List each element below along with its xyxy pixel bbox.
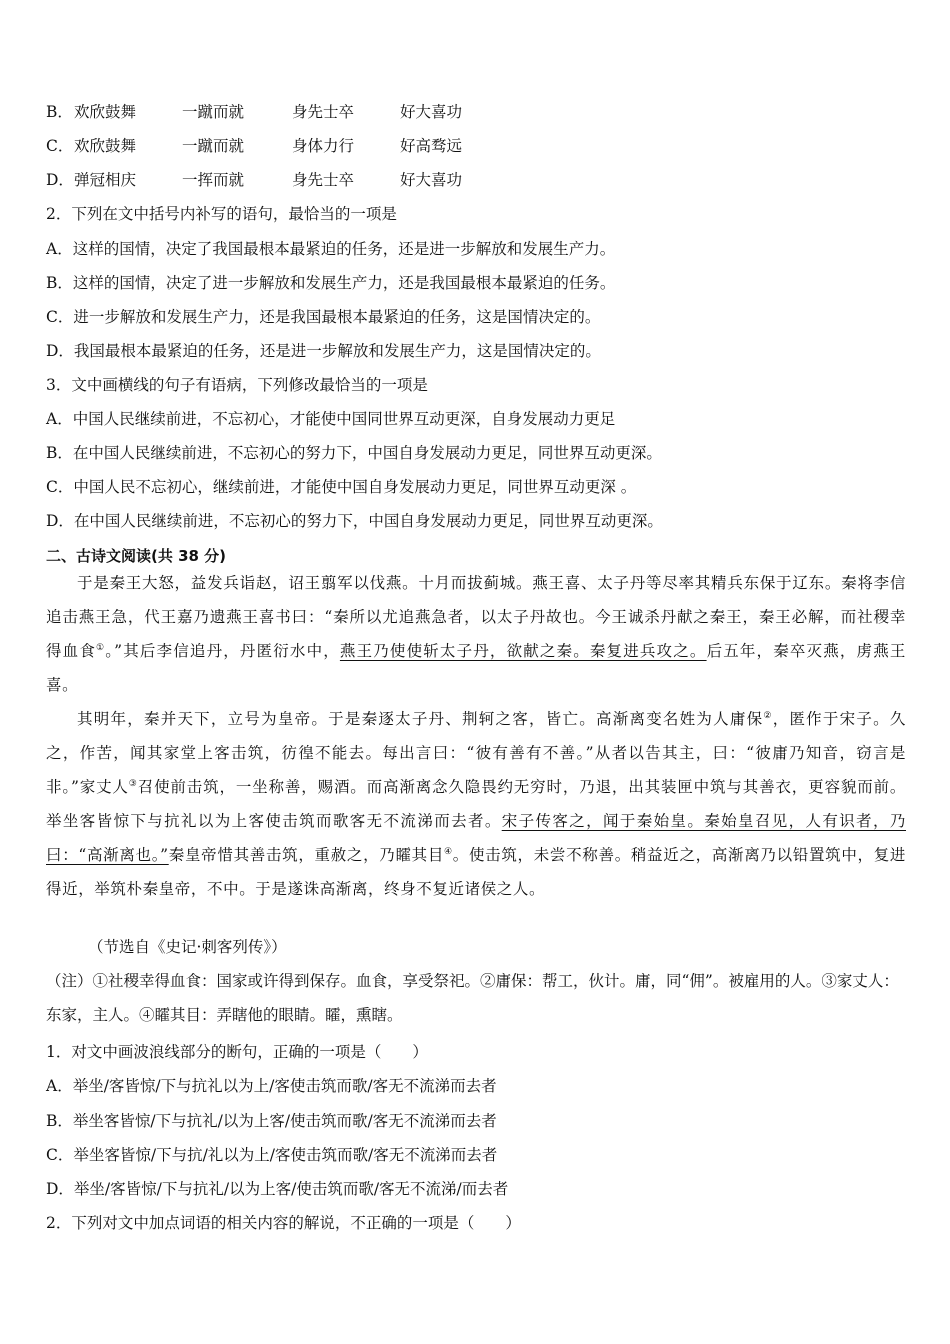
q2-option-a[interactable]: A．这样的国情，决定了我国最根本最紧迫的任务，还是进一步解放和发展生产力。 [46,240,616,258]
q3-option-d[interactable]: D．在中国人民继续前进，不忘初心的努力下，中国自身发展动力更足，同世界互动更深。 [46,512,663,530]
q1-option-d[interactable]: D．弹冠相庆 一挥而就 身先士卒 好大喜功 [46,171,463,189]
q1-option-b[interactable]: B．欢欣鼓舞 一蹴而就 身先士卒 好大喜功 [46,103,463,121]
annotation-notes: （注）①社稷幸得血食：国家或许得到保存。血食，享受祭祀。②庸保：帮工，伙计。庸，同“佣”。被雇用的人。③家丈人：东家，主人。④矐其目：弄瞎他的眼睛。矐，熏瞎。 [46,972,899,1024]
q2-stem: 2．下列在文中括号内补写的语句，最恰当的一项是 [46,205,397,223]
sq1-option-d[interactable]: D．举坐/客皆惊/下与抗礼/以为上客/使击筑而歌/客无不流涕/而去者 [46,1180,509,1198]
sq1-stem: 1．对文中画波浪线部分的断句，正确的一项是（ ） [46,1043,428,1061]
sq1-option-a[interactable]: A．举坐/客皆惊/下与抗礼以为上/客使击筑而歌/客无不流涕而去者 [46,1077,497,1095]
q3-stem: 3．文中画横线的句子有语病，下列修改最恰当的一项是 [46,376,428,394]
q3-option-b[interactable]: B．在中国人民继续前进，不忘初心的努力下，中国自身发展动力更足，同世界互动更深。 [46,444,662,462]
passage-source: （节选自《史记·刺客列传》） [88,938,287,956]
q2-option-c[interactable]: C．进一步解放和发展生产力，还是我国最根本最紧迫的任务，这是国情决定的。 [46,308,601,326]
passage-paragraph-2: 其明年，秦并天下，立号为皇帝。于是秦逐太子丹、荆轲之客，皆亡。高渐离变名姓为人庸保②，匿作于宋子。久之，作苦，闻其家堂上客击筑，彷徨不能去。每出言曰：“彼有善有不善。”从者以告其主，曰：“彼庸乃知音，窃言是非。”家丈人③召使前击筑，一坐称善，赐酒。而高渐离念久隐畏约无穷时，乃退，出其装匣中筑与其善衣，更容貌而前。举坐客皆惊下与抗礼以为上客使击筑而歌客无不流涕而去者。宋子传客之，闻于秦始皇。秦始皇召见，人有识者，乃曰：“高渐离也。”秦皇帝惜其善击筑，重赦之，乃矐其目④。使击筑，未尝不称善。稍益近之，高渐离乃以铅置筑中，复进得近，举筑朴秦皇帝，不中。于是遂诛高渐离，终身不复近诸侯之人。 [46,710,907,898]
underlined-sentence-1: 燕王乃使使斩太子丹，欲献之秦。秦复进兵攻之。 [339,642,707,660]
section-heading: 二、古诗文阅读(共 38 分) [46,547,227,565]
passage-paragraph-1: 于是秦王大怒，益发兵诣赵，诏王翦军以伐燕。十月而拔蓟城。燕王喜、太子丹等尽率其精兵东保于辽东。秦将李信追击燕王急，代王嘉乃遗燕王喜书曰：“秦所以尤追燕急者，以太子丹故也。今王诚杀丹献之秦王，秦王必解，而社稷幸得血食①。”其后李信追丹，丹匿衍水中，燕王乃使使斩太子丹，欲献之秦。秦复进兵攻之。后五年，秦卒灭燕，虏燕王喜。 [46,574,906,694]
q1-option-c[interactable]: C．欢欣鼓舞 一蹴而就 身体力行 好高骛远 [46,137,463,155]
q2-option-d[interactable]: D．我国最根本最紧迫的任务，还是进一步解放和发展生产力，这是国情决定的。 [46,342,601,360]
sq1-option-b[interactable]: B．举坐客皆惊/下与抗礼/以为上客/使击筑而歌/客无不流涕而去者 [46,1112,497,1130]
sq1-option-c[interactable]: C．举坐客皆惊/下与抗/礼以为上/客使击筑而歌/客无不流涕而去者 [46,1146,498,1164]
sq2-stem: 2．下列对文中加点词语的相关内容的解说，不正确的一项是（ ） [46,1214,521,1232]
q2-option-b[interactable]: B．这样的国情，决定了进一步解放和发展生产力，还是我国最根本最紧迫的任务。 [46,274,616,292]
q3-option-a[interactable]: A．中国人民继续前进，不忘初心，才能使中国同世界互动更深，自身发展动力更足 [46,410,616,428]
q3-option-c[interactable]: C．中国人民不忘初心，继续前进，才能使中国自身发展动力更足，同世界互动更深 。 [46,478,637,496]
classical-passage [46,566,906,906]
underlined-sentence-2: 宋子传客之，闻于秦始皇。秦始皇召见，人有识者，乃曰：“高渐离也。” [46,812,906,864]
